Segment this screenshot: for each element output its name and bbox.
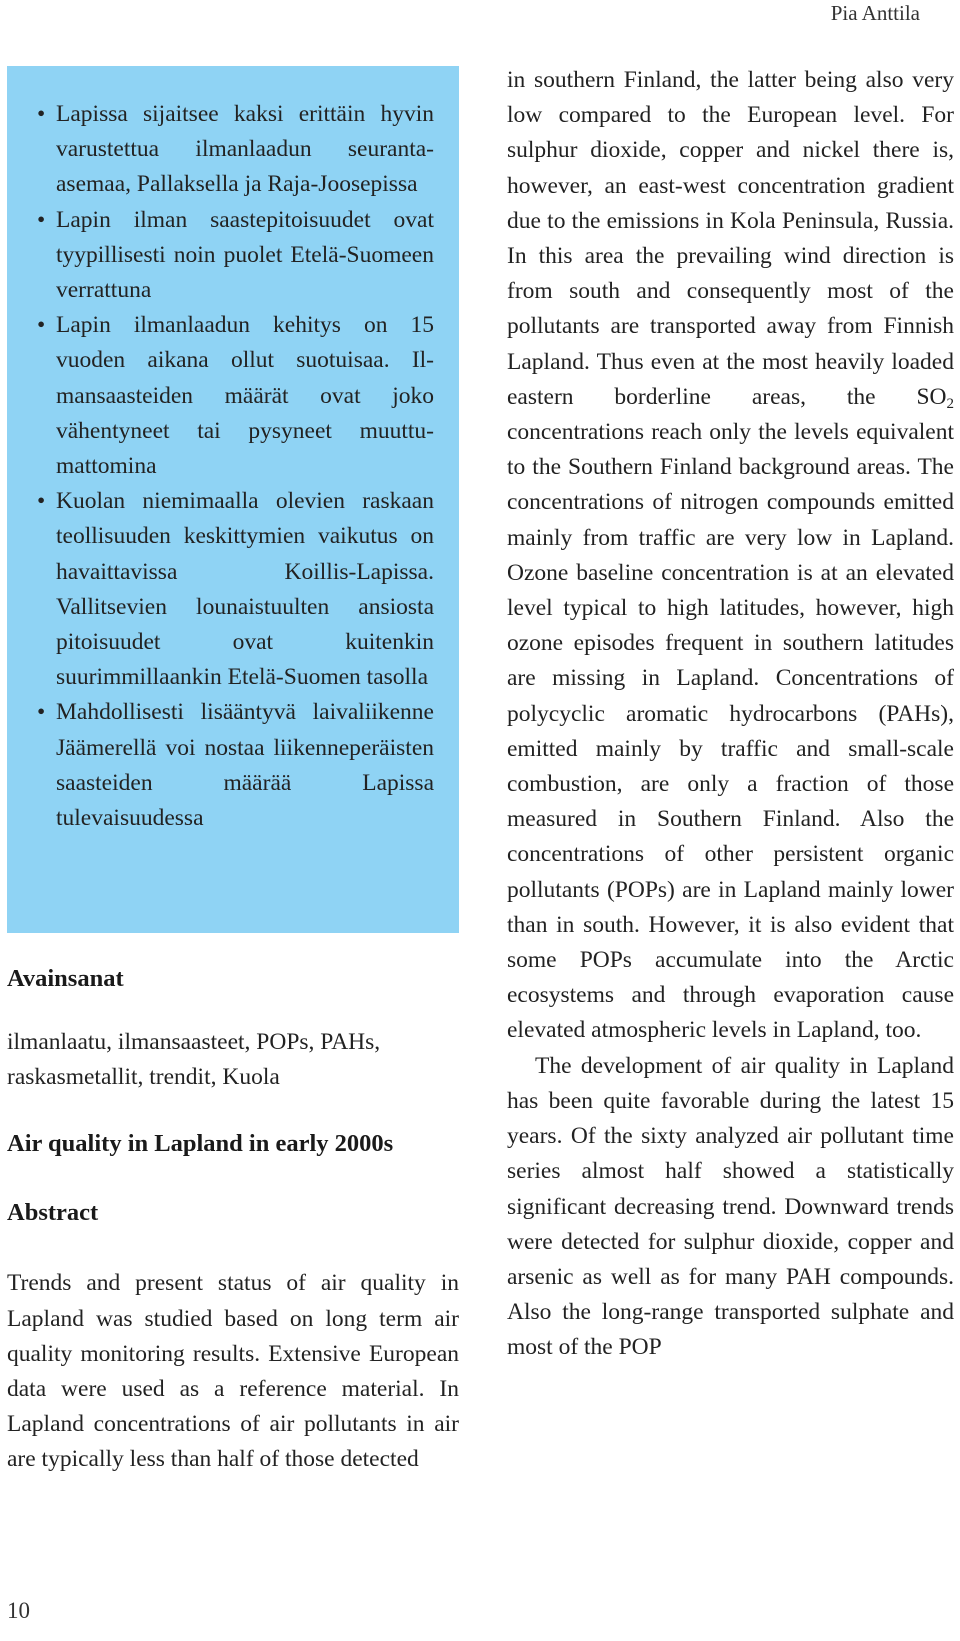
left-column — [7, 66, 459, 1478]
body-paragraph-1-part-a: in southern Finland, the latter being also very low compared to the European level. For sulphur dioxide, copper and nickel there is, however, an east-west concentration gradient due to the emissions in Kola Peninsula, Russia. In this area the prevailing wind direction is from south and consequently most of the pollutants are transported away from Finnish Lapland. Thus even at the most heavily loaded eastern borderline areas, the — [507, 67, 954, 410]
page-number: 10 — [7, 1598, 30, 1623]
summary-list — [37, 97, 434, 836]
body-paragraph-1-part-b: concentrations reach only the levels equivalent to the Southern Finland background areas. The concentrations of nitrogen compounds emitted mainly from traffic are very low in Lapland. Ozone baseline concentration is at an elevated level typical to high latitudes, however, high ozone episodes frequent in southern latitudes are missing in Lapland. Concentrations of polycyclic aromatic hydrocarbons (PAHs), emitted mainly by traffic and small-scale combustion, are only a fraction of those measured in Southern Finland. Also the concentrations of other persistent organic pollutants (POPs) are in Lapland mainly lower than in south. However, it is also evident that some POPs accumulate into the Arctic ecosystems and through evaporation cause elevated atmospheric levels in Lapland, too. — [507, 419, 954, 1044]
summary-item-text: Lapin ilmanlaadun kehitys on 15 vuoden aikana ollut suotuisaa. Ilmansaasteiden määrät ovat joko vähentyneet tai pysyneet muuttumattomina — [56, 312, 434, 480]
running-head-author: Pia Anttila — [830, 1, 920, 25]
summary-item-text: Lapissa sijaitsee kaksi erittäin hyvin varustettua ilmanlaadun seuranta-asemaa, Pallaksella ja Raja-Joosepissa — [56, 101, 434, 198]
summary-item-text: Mahdollisesti lisääntyvä laivaliikenne Jäämerellä voi nostaa liikenneperäisten saasteiden määrää Lapissa tulevaisuudessa — [56, 699, 434, 832]
summary-item — [37, 308, 434, 484]
abstract-heading: Abstract — [7, 1199, 99, 1227]
bullet-icon: • — [37, 699, 46, 726]
abstract-text: Trends and present status of air quality in Lapland was studied based on long term air quality monitoring results. Extensive European data were used as a reference material. In Lapland concentrations of air pollutants in air are typically less than half of those detected — [7, 1270, 459, 1473]
so2-formula — [916, 384, 954, 410]
body-paragraph-1 — [507, 63, 954, 1049]
right-column — [507, 63, 954, 1366]
bullet-icon: • — [37, 206, 46, 233]
so2-base: SO — [916, 383, 947, 410]
summary-item — [37, 203, 434, 309]
summary-item — [37, 695, 434, 836]
bullet-icon: • — [37, 488, 46, 515]
english-title: Air quality in Lapland in early 2000s — [7, 1130, 394, 1158]
summary-item — [37, 484, 434, 695]
summary-item-text: Kuolan niemimaalla olevien raskaan teollisuuden keskittymien vaikutus on havaittavissa Koillis-Lapissa. Vallitsevien lounaistuulten ansiosta pitoisuudet ovat kuitenkin suurimmillaankin Etelä-Suomen tasolla — [56, 488, 434, 691]
so2-subscript: 2 — [946, 395, 954, 412]
body-paragraph-2: The development of air quality in Lapland has been quite favorable during the latest 15 years. Of the sixty analyzed air pollutant time series almost half showed a statistically significant decreasing trend. Downward trends were detected for sulphur dioxide, copper and arsenic as well as for many PAH compounds. Also the long-range transported sulphate and most of the POP — [507, 1052, 954, 1361]
bullet-icon: • — [37, 312, 46, 339]
summary-box — [7, 66, 459, 933]
summary-item-text: Lapin ilman saastepitoisuudet ovat tyypillisesti noin puolet Etelä-Suomeen verrattuna — [56, 206, 434, 304]
bullet-icon: • — [37, 101, 46, 127]
keywords-text: ilmanlaatu, ilmansaasteet, POPs, PAHs, raskasmetallit, trendit, Kuola — [7, 1029, 381, 1091]
summary-item — [37, 97, 434, 203]
keywords-heading: Avainsanat — [7, 965, 124, 992]
